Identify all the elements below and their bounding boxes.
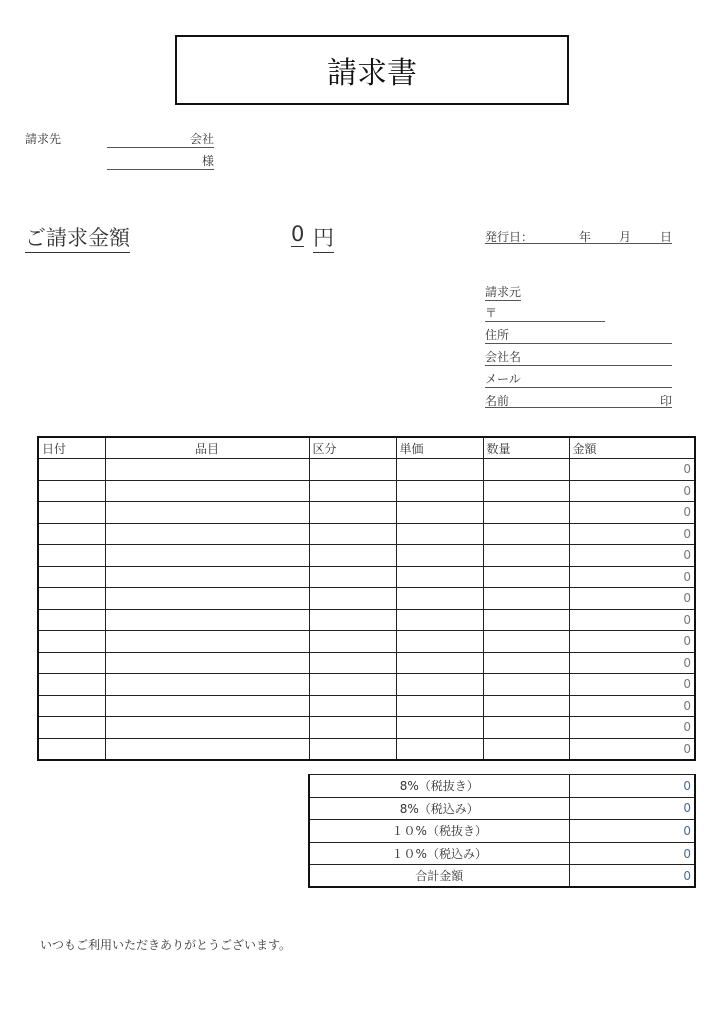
summary-value: 0	[569, 842, 695, 865]
cell-date[interactable]	[38, 502, 105, 524]
issuer-label: 請求元	[485, 285, 522, 299]
cell-item[interactable]	[105, 695, 309, 717]
summary-row	[309, 842, 695, 865]
items-table	[37, 436, 696, 761]
cell-quantity[interactable]	[483, 545, 569, 567]
summary-label: 8%（税込み）	[309, 797, 569, 820]
cell-unit-price[interactable]	[396, 502, 483, 524]
cell-item[interactable]	[105, 480, 309, 502]
cell-unit-price[interactable]	[396, 738, 483, 760]
cell-date[interactable]	[38, 480, 105, 502]
cell-quantity[interactable]	[483, 588, 569, 610]
summary-row	[309, 865, 695, 888]
cell-quantity[interactable]	[483, 609, 569, 631]
bill-to-company[interactable]: 会社	[107, 130, 214, 148]
cell-category[interactable]	[309, 717, 396, 739]
summary-row	[309, 797, 695, 820]
table-row	[38, 566, 695, 588]
footer-message: いつもご利用いただきありがとうございます。	[40, 938, 292, 952]
cell-category[interactable]	[309, 652, 396, 674]
cell-amount[interactable]: 0	[569, 502, 695, 524]
cell-item[interactable]	[105, 674, 309, 696]
cell-amount[interactable]: 0	[569, 652, 695, 674]
cell-date[interactable]	[38, 523, 105, 545]
cell-quantity[interactable]	[483, 480, 569, 502]
cell-amount[interactable]: 0	[569, 738, 695, 760]
cell-amount[interactable]: 0	[569, 523, 695, 545]
summary-value: 0	[569, 865, 695, 888]
issuer-company[interactable]: 会社名	[485, 348, 672, 366]
cell-unit-price[interactable]	[396, 717, 483, 739]
cell-category[interactable]	[309, 674, 396, 696]
cell-category[interactable]	[309, 738, 396, 760]
cell-amount[interactable]: 0	[569, 717, 695, 739]
cell-quantity[interactable]	[483, 566, 569, 588]
cell-quantity[interactable]	[483, 502, 569, 524]
cell-item[interactable]	[105, 738, 309, 760]
issuer-name[interactable]	[485, 392, 672, 408]
table-row	[38, 588, 695, 610]
table-row	[38, 652, 695, 674]
cell-category[interactable]	[309, 459, 396, 481]
cell-quantity[interactable]	[483, 738, 569, 760]
summary-label: 合計金額	[309, 865, 569, 888]
summary-value: 0	[569, 820, 695, 843]
issuer-postal[interactable]: 〒	[485, 304, 605, 322]
cell-date[interactable]	[38, 631, 105, 653]
cell-unit-price[interactable]	[396, 695, 483, 717]
total-label: ご請求金額	[25, 222, 130, 253]
issue-year: 年	[579, 230, 592, 244]
issuer-email[interactable]: メール	[485, 370, 672, 388]
cell-date[interactable]	[38, 674, 105, 696]
table-row	[38, 631, 695, 653]
cell-item[interactable]	[105, 652, 309, 674]
summary-row	[309, 775, 695, 798]
cell-unit-price[interactable]	[396, 609, 483, 631]
header-item: 品目	[105, 437, 309, 459]
invoice-title: 請求書	[175, 35, 569, 105]
cell-unit-price[interactable]	[396, 459, 483, 481]
issue-date[interactable]	[485, 228, 672, 244]
cell-item[interactable]	[105, 545, 309, 567]
cell-quantity[interactable]	[483, 652, 569, 674]
table-row	[38, 523, 695, 545]
cell-date[interactable]	[38, 545, 105, 567]
summary-value: 0	[569, 797, 695, 820]
cell-unit-price[interactable]	[396, 480, 483, 502]
cell-amount[interactable]: 0	[569, 566, 695, 588]
cell-unit-price[interactable]	[396, 523, 483, 545]
table-row	[38, 609, 695, 631]
cell-item[interactable]	[105, 566, 309, 588]
issue-month: 月	[619, 230, 632, 244]
header-date: 日付	[38, 437, 105, 459]
cell-amount[interactable]: 0	[569, 631, 695, 653]
total-currency: 円	[313, 222, 334, 253]
cell-category[interactable]	[309, 695, 396, 717]
cell-date[interactable]	[38, 738, 105, 760]
table-row	[38, 459, 695, 481]
cell-quantity[interactable]	[483, 674, 569, 696]
cell-amount[interactable]: 0	[569, 588, 695, 610]
bill-to-label: 請求先	[25, 132, 62, 146]
table-row	[38, 674, 695, 696]
cell-item[interactable]	[105, 502, 309, 524]
summary-row	[309, 820, 695, 843]
summary-label: 8%（税抜き）	[309, 775, 569, 798]
cell-date[interactable]	[38, 652, 105, 674]
table-header-row	[38, 437, 695, 459]
cell-date[interactable]	[38, 588, 105, 610]
cell-category[interactable]	[309, 545, 396, 567]
table-row	[38, 695, 695, 717]
cell-unit-price[interactable]	[396, 674, 483, 696]
cell-quantity[interactable]	[483, 631, 569, 653]
header-unit-price: 単価	[396, 437, 483, 459]
cell-item[interactable]	[105, 523, 309, 545]
cell-date[interactable]	[38, 695, 105, 717]
cell-unit-price[interactable]	[396, 566, 483, 588]
table-row	[38, 717, 695, 739]
table-row	[38, 738, 695, 760]
cell-category[interactable]	[309, 480, 396, 502]
table-row	[38, 480, 695, 502]
cell-category[interactable]	[309, 502, 396, 524]
cell-item[interactable]	[105, 588, 309, 610]
total-amount: 0	[291, 222, 305, 246]
cell-amount[interactable]: 0	[569, 674, 695, 696]
cell-amount[interactable]: 0	[569, 480, 695, 502]
summary-label: １０%（税込み）	[309, 842, 569, 865]
issue-date-label: 発行日：	[485, 230, 534, 244]
issuer-address[interactable]: 住所	[485, 326, 672, 344]
cell-category[interactable]	[309, 609, 396, 631]
cell-unit-price[interactable]	[396, 545, 483, 567]
cell-item[interactable]	[105, 459, 309, 481]
cell-quantity[interactable]	[483, 523, 569, 545]
cell-amount[interactable]: 0	[569, 695, 695, 717]
cell-date[interactable]	[38, 717, 105, 739]
summary-value: 0	[569, 775, 695, 798]
issue-day: 日	[660, 230, 673, 244]
cell-item[interactable]	[105, 631, 309, 653]
cell-quantity[interactable]	[483, 717, 569, 739]
header-category: 区分	[309, 437, 396, 459]
cell-item[interactable]	[105, 717, 309, 739]
cell-unit-price[interactable]	[396, 652, 483, 674]
cell-amount[interactable]: 0	[569, 609, 695, 631]
header-quantity: 数量	[483, 437, 569, 459]
cell-category[interactable]	[309, 631, 396, 653]
cell-quantity[interactable]	[483, 695, 569, 717]
cell-date[interactable]	[38, 566, 105, 588]
cell-unit-price[interactable]	[396, 631, 483, 653]
cell-amount[interactable]: 0	[569, 459, 695, 481]
cell-date[interactable]	[38, 609, 105, 631]
cell-category[interactable]	[309, 588, 396, 610]
header-amount: 金額	[569, 437, 695, 459]
issuer-name-label: 名前	[485, 394, 510, 408]
cell-item[interactable]	[105, 609, 309, 631]
summary-label: １０%（税抜き）	[309, 820, 569, 843]
cell-unit-price[interactable]	[396, 588, 483, 610]
bill-to-person[interactable]: 様	[107, 152, 214, 170]
cell-date[interactable]	[38, 459, 105, 481]
table-row	[38, 545, 695, 567]
cell-category[interactable]	[309, 566, 396, 588]
cell-category[interactable]	[309, 523, 396, 545]
seal-mark: 印	[659, 394, 672, 408]
cell-amount[interactable]: 0	[569, 545, 695, 567]
summary-table	[308, 774, 696, 888]
table-row	[38, 502, 695, 524]
cell-quantity[interactable]	[483, 459, 569, 481]
